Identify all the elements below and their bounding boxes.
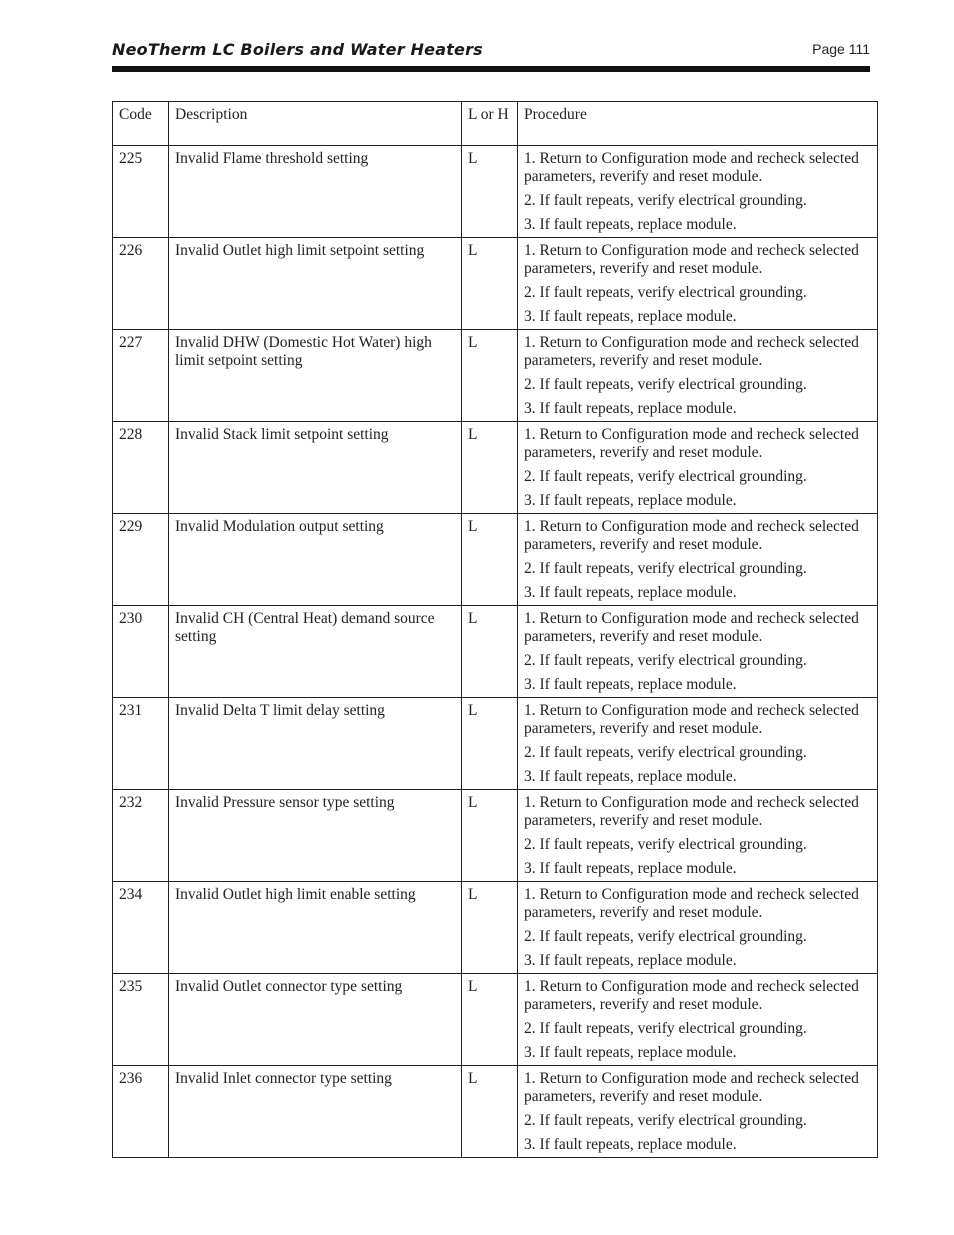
fault-code-cell: 234 (113, 882, 169, 974)
procedure-step: 3. If fault repeats, replace module. (524, 1044, 737, 1061)
procedure-step: 1. Return to Configuration mode and recheck selected parameters, reverify and reset module. (524, 886, 859, 921)
fault-procedure-cell (518, 882, 878, 974)
procedure-step: 2. If fault repeats, verify electrical grounding. (524, 192, 807, 209)
procedure-step: 1. Return to Configuration mode and recheck selected parameters, reverify and reset module. (524, 150, 859, 185)
fault-description-cell: Invalid Pressure sensor type setting (169, 790, 462, 882)
procedure-step: 2. If fault repeats, verify electrical grounding. (524, 928, 807, 945)
column-header-procedure: Procedure (518, 102, 878, 146)
procedure-step: 1. Return to Configuration mode and recheck selected parameters, reverify and reset module. (524, 794, 859, 829)
fault-lh-cell: L (462, 790, 518, 882)
procedure-step: 3. If fault repeats, replace module. (524, 860, 737, 877)
column-header-code: Code (113, 102, 169, 146)
procedure-step: 3. If fault repeats, replace module. (524, 308, 737, 325)
procedure-step: 2. If fault repeats, verify electrical grounding. (524, 1020, 807, 1037)
column-header-description: Description (169, 102, 462, 146)
procedure-step: 2. If fault repeats, verify electrical grounding. (524, 744, 807, 761)
fault-lh-cell: L (462, 1066, 518, 1158)
fault-lh-cell: L (462, 514, 518, 606)
table-row (113, 330, 878, 422)
fault-code-cell: 235 (113, 974, 169, 1066)
fault-procedure-cell (518, 698, 878, 790)
fault-description-cell: Invalid Inlet connector type setting (169, 1066, 462, 1158)
table-row (113, 974, 878, 1066)
page-header (112, 36, 870, 64)
fault-procedure-cell (518, 606, 878, 698)
table-row (113, 790, 878, 882)
procedure-step: 1. Return to Configuration mode and recheck selected parameters, reverify and reset module. (524, 334, 859, 369)
table-row (113, 514, 878, 606)
procedure-step: 3. If fault repeats, replace module. (524, 952, 737, 969)
table-row (113, 146, 878, 238)
table-row (113, 606, 878, 698)
table-header-row (113, 102, 878, 146)
fault-code-cell: 229 (113, 514, 169, 606)
table-body (113, 146, 878, 1158)
fault-lh-cell: L (462, 422, 518, 514)
procedure-step: 1. Return to Configuration mode and recheck selected parameters, reverify and reset module. (524, 518, 859, 553)
procedure-step: 3. If fault repeats, replace module. (524, 400, 737, 417)
fault-code-cell: 230 (113, 606, 169, 698)
fault-description-cell: Invalid Outlet high limit enable setting (169, 882, 462, 974)
fault-procedure-cell (518, 330, 878, 422)
fault-description-cell: Invalid Stack limit setpoint setting (169, 422, 462, 514)
fault-code-table (112, 101, 878, 1158)
procedure-step: 2. If fault repeats, verify electrical grounding. (524, 1112, 807, 1129)
procedure-step: 2. If fault repeats, verify electrical grounding. (524, 652, 807, 669)
table-row (113, 1066, 878, 1158)
fault-code-cell: 236 (113, 1066, 169, 1158)
fault-description-cell: Invalid Outlet high limit setpoint setting (169, 238, 462, 330)
fault-lh-cell: L (462, 974, 518, 1066)
procedure-step: 2. If fault repeats, verify electrical grounding. (524, 284, 807, 301)
table-row (113, 698, 878, 790)
fault-procedure-cell (518, 238, 878, 330)
procedure-step: 1. Return to Configuration mode and recheck selected parameters, reverify and reset module. (524, 242, 859, 277)
procedure-step: 2. If fault repeats, verify electrical grounding. (524, 468, 807, 485)
table-row (113, 422, 878, 514)
procedure-step: 3. If fault repeats, replace module. (524, 1136, 737, 1153)
fault-procedure-cell (518, 514, 878, 606)
procedure-step: 1. Return to Configuration mode and recheck selected parameters, reverify and reset module. (524, 426, 859, 461)
procedure-step: 3. If fault repeats, replace module. (524, 492, 737, 509)
procedure-step: 3. If fault repeats, replace module. (524, 768, 737, 785)
procedure-step: 2. If fault repeats, verify electrical grounding. (524, 836, 807, 853)
fault-lh-cell: L (462, 882, 518, 974)
fault-procedure-cell (518, 790, 878, 882)
fault-description-cell: Invalid Flame threshold setting (169, 146, 462, 238)
header-rule (112, 66, 870, 72)
procedure-step: 1. Return to Configuration mode and recheck selected parameters, reverify and reset module. (524, 1070, 859, 1105)
fault-code-cell: 228 (113, 422, 169, 514)
table-row (113, 238, 878, 330)
fault-description-cell: Invalid CH (Central Heat) demand source setting (169, 606, 462, 698)
fault-code-cell: 226 (113, 238, 169, 330)
procedure-step: 1. Return to Configuration mode and recheck selected parameters, reverify and reset module. (524, 702, 859, 737)
fault-procedure-cell (518, 1066, 878, 1158)
page-number: Page 111 (812, 41, 870, 57)
fault-procedure-cell (518, 422, 878, 514)
procedure-step: 3. If fault repeats, replace module. (524, 216, 737, 233)
fault-code-cell: 225 (113, 146, 169, 238)
procedure-step: 2. If fault repeats, verify electrical grounding. (524, 376, 807, 393)
fault-procedure-cell (518, 146, 878, 238)
fault-description-cell: Invalid DHW (Domestic Hot Water) high limit setpoint setting (169, 330, 462, 422)
fault-procedure-cell (518, 974, 878, 1066)
fault-description-cell: Invalid Outlet connector type setting (169, 974, 462, 1066)
fault-lh-cell: L (462, 698, 518, 790)
fault-lh-cell: L (462, 330, 518, 422)
fault-code-cell: 232 (113, 790, 169, 882)
fault-code-cell: 227 (113, 330, 169, 422)
document-title: NeoTherm LC Boilers and Water Heaters (112, 40, 483, 59)
procedure-step: 1. Return to Configuration mode and recheck selected parameters, reverify and reset module. (524, 610, 859, 645)
column-header-l-or-h: L or H (462, 102, 518, 146)
fault-description-cell: Invalid Modulation output setting (169, 514, 462, 606)
fault-lh-cell: L (462, 606, 518, 698)
table-row (113, 882, 878, 974)
fault-lh-cell: L (462, 146, 518, 238)
fault-description-cell: Invalid Delta T limit delay setting (169, 698, 462, 790)
procedure-step: 1. Return to Configuration mode and recheck selected parameters, reverify and reset module. (524, 978, 859, 1013)
procedure-step: 2. If fault repeats, verify electrical grounding. (524, 560, 807, 577)
procedure-step: 3. If fault repeats, replace module. (524, 584, 737, 601)
fault-lh-cell: L (462, 238, 518, 330)
fault-code-cell: 231 (113, 698, 169, 790)
procedure-step: 3. If fault repeats, replace module. (524, 676, 737, 693)
